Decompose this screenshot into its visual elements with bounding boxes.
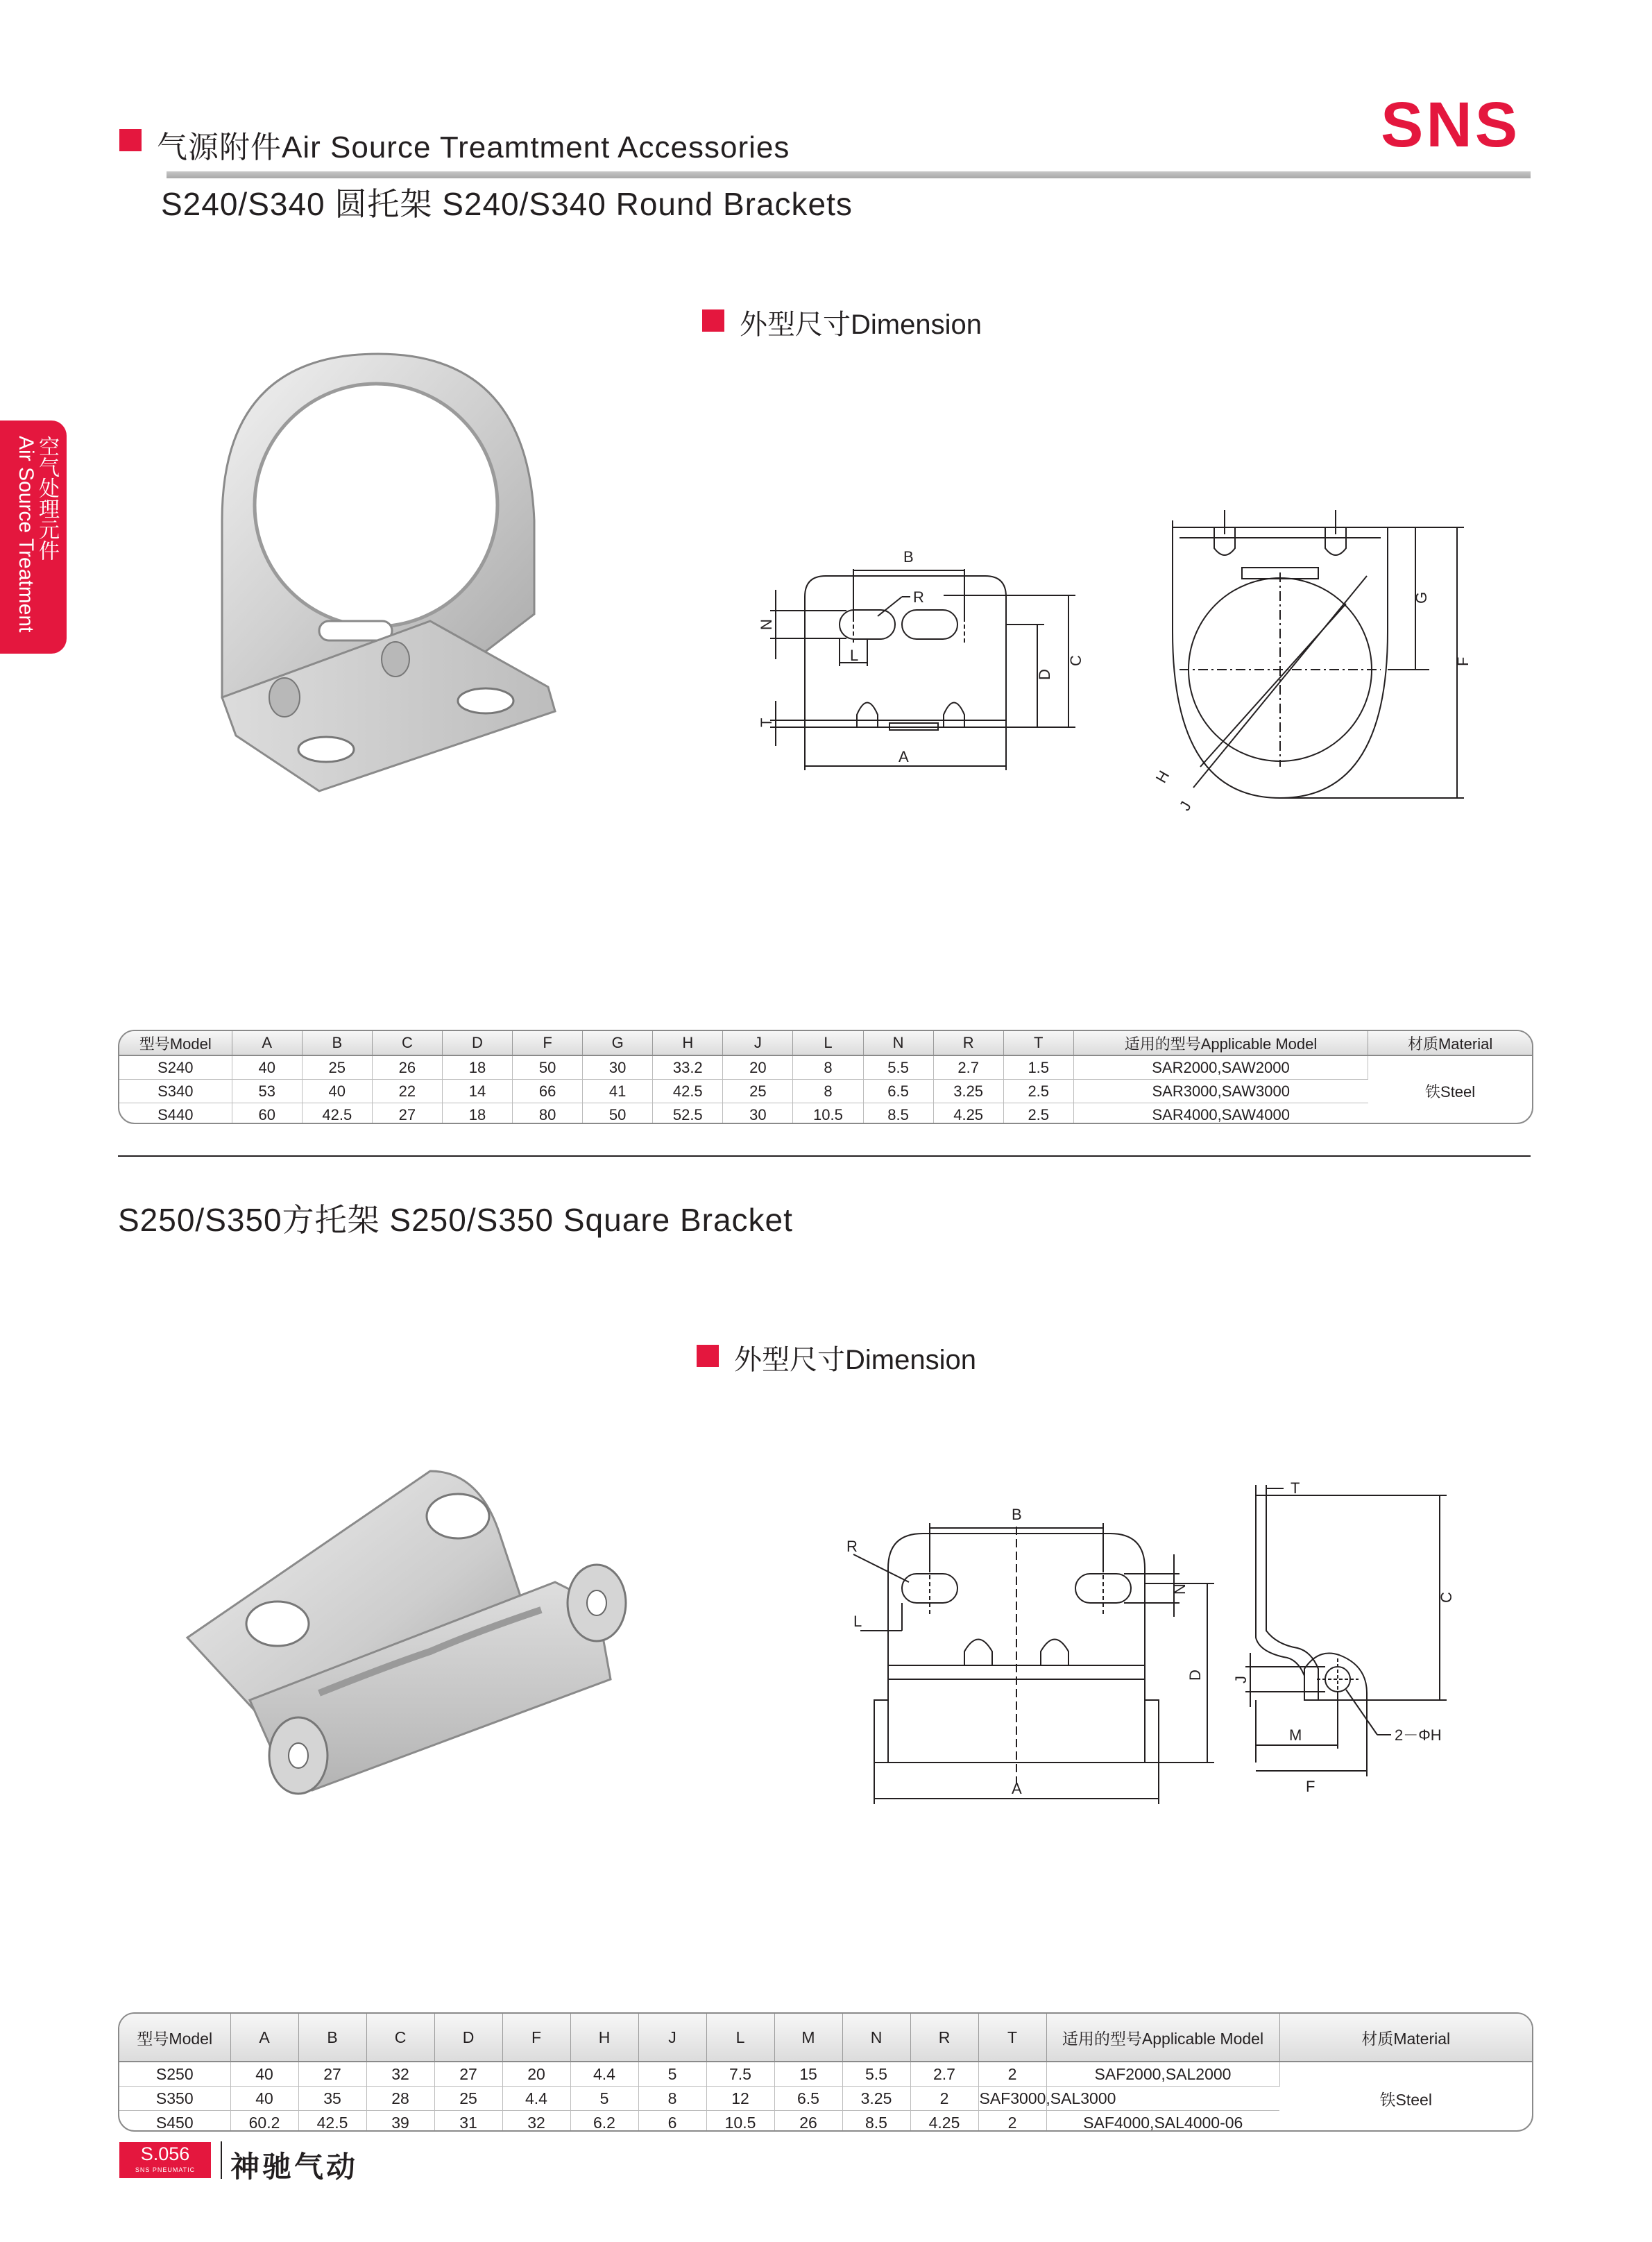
- table-cell: 8: [793, 1080, 863, 1103]
- table-cell: SAF4000,SAL4000-06: [1083, 2113, 1243, 2132]
- col-header: R: [910, 2014, 978, 2062]
- table-cell: SAF3000,SAL3000: [978, 2087, 1046, 2111]
- table-cell: 12: [706, 2087, 774, 2111]
- material-cell: 铁Steel: [1379, 2090, 1432, 2109]
- dim-label-F: F: [1454, 656, 1472, 666]
- col-header: F: [502, 2014, 570, 2062]
- table-cell: 42.5: [302, 1103, 372, 1125]
- table-header-row: [119, 2014, 1532, 2062]
- table-cell: 15: [774, 2062, 842, 2087]
- round-bracket-photo: [201, 347, 562, 798]
- table-cell: 3.25: [933, 1080, 1003, 1103]
- table-cell: 5: [570, 2087, 638, 2111]
- table-cell: 4.25: [933, 1103, 1003, 1125]
- table-cell: 25: [302, 1055, 372, 1080]
- table-cell: 80: [513, 1103, 583, 1125]
- table-row: [119, 1055, 1532, 1080]
- table-cell: 27: [298, 2062, 366, 2087]
- table-cell: 40: [232, 1055, 302, 1080]
- table-cell: 32: [502, 2111, 570, 2132]
- dim-label-A2: A: [1012, 1780, 1022, 1797]
- dim-label-L2: L: [853, 1613, 862, 1630]
- table-cell: 40: [230, 2087, 298, 2111]
- table-cell: 60: [232, 1103, 302, 1125]
- dim-label-H: H: [1152, 767, 1173, 786]
- table-cell: 10.5: [793, 1103, 863, 1125]
- col-header: 型号Model: [119, 1031, 232, 1055]
- table-cell: 40: [302, 1080, 372, 1103]
- side-tab-cn: 空气处理元件: [35, 436, 58, 561]
- col-header: D: [442, 1031, 512, 1055]
- table-cell: 26: [774, 2111, 842, 2132]
- table-cell: 2: [978, 2111, 1046, 2132]
- dim-label-N: N: [758, 619, 775, 630]
- col-header: D: [434, 2014, 502, 2062]
- table-cell: 4.4: [570, 2062, 638, 2087]
- dim-label-T2: T: [1291, 1479, 1300, 1497]
- dimension-square-icon: [697, 1345, 719, 1367]
- table-cell: 66: [513, 1080, 583, 1103]
- table-cell: 2.7: [933, 1055, 1003, 1080]
- table-cell: 2: [910, 2087, 978, 2111]
- table-cell: 33.2: [653, 1055, 723, 1080]
- square-bracket-side-view: [1228, 1471, 1478, 1832]
- table-cell: S450: [119, 2111, 230, 2132]
- col-header: R: [933, 1031, 1003, 1055]
- table-cell: 8: [638, 2087, 706, 2111]
- table-cell: 6.5: [774, 2087, 842, 2111]
- table-cell: 5.5: [863, 1055, 933, 1080]
- table-cell: 20: [723, 1055, 793, 1080]
- dim-label-N2: N: [1171, 1583, 1189, 1595]
- square-bracket-front-view: [833, 1478, 1221, 1825]
- col-header: A: [230, 2014, 298, 2062]
- table-cell: 28: [366, 2087, 434, 2111]
- table-cell: 2.5: [1003, 1080, 1073, 1103]
- col-header: B: [302, 1031, 372, 1055]
- dim-label-G: G: [1413, 591, 1430, 604]
- dim-label-M2: M: [1289, 1726, 1302, 1744]
- dim-label-T: T: [758, 717, 775, 727]
- table-row: [119, 1080, 1532, 1103]
- table-cell: 35: [298, 2087, 366, 2111]
- section1-spec-table: [118, 1030, 1533, 1124]
- table-cell: 10.5: [706, 2111, 774, 2132]
- dim-label-F2: F: [1306, 1778, 1315, 1795]
- col-header: 适用的型号Applicable Model: [1046, 2014, 1279, 2062]
- table-cell: 30: [583, 1055, 653, 1080]
- table-cell: S440: [119, 1103, 232, 1125]
- dim-label-R2: R: [846, 1538, 858, 1555]
- table-cell: 8: [793, 1055, 863, 1080]
- table-cell: 53: [232, 1080, 302, 1103]
- section2-title: S250/S350方托架 S250/S350 Square Bracket: [118, 1202, 793, 1238]
- col-header: G: [583, 1031, 653, 1055]
- brand-logo: SNS: [1381, 90, 1521, 160]
- col-header: T: [1003, 1031, 1073, 1055]
- dim-label-J: J: [1175, 798, 1195, 814]
- table-cell: 50: [513, 1055, 583, 1080]
- dim-label-J2: J: [1232, 1676, 1250, 1683]
- table-header-row: [119, 1031, 1532, 1055]
- table-cell: 52.5: [653, 1103, 723, 1125]
- table-cell: S250: [119, 2062, 230, 2087]
- table-cell: 18: [442, 1103, 512, 1125]
- table-cell: 27: [372, 1103, 442, 1125]
- table-cell: 6.5: [863, 1080, 933, 1103]
- col-header: F: [513, 1031, 583, 1055]
- table-cell: 42.5: [653, 1080, 723, 1103]
- section2-spec-table: [118, 2012, 1533, 2132]
- table-cell: 20: [502, 2062, 570, 2087]
- table-cell: SAR2000,SAW2000: [1073, 1055, 1368, 1080]
- dim-label-hole: 2－ΦH: [1395, 1726, 1442, 1744]
- header-square-icon: [119, 129, 142, 151]
- table-cell: 2.5: [1003, 1103, 1073, 1125]
- table-cell: S240: [119, 1055, 232, 1080]
- col-header: C: [366, 2014, 434, 2062]
- table-cell: SAF2000,SAL2000: [1046, 2062, 1279, 2087]
- table-cell: S340: [119, 1080, 232, 1103]
- col-header: N: [842, 2014, 910, 2062]
- dimension-square-icon: [702, 309, 724, 332]
- col-header: M: [774, 2014, 842, 2062]
- table-cell: 6: [638, 2111, 706, 2132]
- dim-label-L: L: [850, 647, 859, 664]
- dim-label-D: D: [1036, 669, 1053, 680]
- square-bracket-photo: [180, 1457, 680, 1804]
- table-cell: 25: [723, 1080, 793, 1103]
- col-header: T: [978, 2014, 1046, 2062]
- header-rule: [167, 171, 1531, 178]
- col-header: H: [653, 1031, 723, 1055]
- round-bracket-top-view: [1138, 500, 1485, 826]
- table-cell: 4.25: [910, 2111, 978, 2132]
- table-cell: SAR3000,SAW3000: [1073, 1080, 1368, 1103]
- table-cell: 22: [372, 1080, 442, 1103]
- table-cell: 30: [723, 1103, 793, 1125]
- col-header: 材质Material: [1279, 2014, 1532, 2062]
- col-header: 材质Material: [1368, 1031, 1532, 1055]
- table-cell: 42.5: [298, 2111, 366, 2132]
- section1-dimension-heading: 外型尺寸Dimension: [740, 309, 982, 340]
- table-cell: 50: [583, 1103, 653, 1125]
- table-cell: 6.2: [570, 2111, 638, 2132]
- table-cell: 18: [442, 1055, 512, 1080]
- footer-brand: 神驰气动: [230, 2150, 359, 2183]
- table-cell: 2: [978, 2062, 1046, 2087]
- table-cell: 7.5: [706, 2062, 774, 2087]
- footer-divider: [221, 2141, 222, 2179]
- table-cell: 39: [366, 2111, 434, 2132]
- dim-label-A: A: [899, 748, 909, 765]
- table-cell: 5: [638, 2062, 706, 2087]
- table-cell: 60.2: [230, 2111, 298, 2132]
- side-category-tab: [0, 421, 67, 654]
- col-header: J: [723, 1031, 793, 1055]
- section-divider: [118, 1155, 1531, 1157]
- table-cell: S350: [119, 2087, 230, 2111]
- table-cell: 8.5: [842, 2111, 910, 2132]
- table-cell: 14: [442, 1080, 512, 1103]
- dim-label-B2: B: [1012, 1506, 1022, 1523]
- table-cell: 26: [372, 1055, 442, 1080]
- table-cell: SAR4000,SAW4000: [1152, 1105, 1290, 1123]
- table-row: [119, 2062, 1532, 2087]
- table-cell: 40: [230, 2062, 298, 2087]
- material-cell: 铁Steel: [1425, 1083, 1476, 1101]
- side-tab-en: Air Source Treatment: [15, 436, 37, 633]
- table-cell: 5.5: [842, 2062, 910, 2087]
- col-header: C: [372, 1031, 442, 1055]
- table-cell: 8.5: [863, 1103, 933, 1125]
- header-category: 气源附件Air Source Treamtment Accessories: [157, 130, 790, 164]
- col-header: J: [638, 2014, 706, 2062]
- dim-label-D2: D: [1186, 1670, 1204, 1681]
- table-cell: 27: [434, 2062, 502, 2087]
- page-number-sub: SNS PNEUMATIC: [135, 2166, 196, 2173]
- col-header: B: [298, 2014, 366, 2062]
- dim-label-C: C: [1067, 655, 1084, 666]
- section1-title: S240/S340 圆托架 S240/S340 Round Brackets: [161, 186, 853, 222]
- table-cell: 3.25: [842, 2087, 910, 2111]
- table-cell: 4.4: [502, 2087, 570, 2111]
- col-header: L: [706, 2014, 774, 2062]
- table-row: [119, 1103, 1532, 1125]
- table-cell: 32: [366, 2062, 434, 2087]
- table-cell: 41: [583, 1080, 653, 1103]
- dim-label-C2: C: [1438, 1592, 1455, 1603]
- section2-dimension-heading: 外型尺寸Dimension: [734, 1345, 976, 1375]
- table-cell: 2.7: [910, 2062, 978, 2087]
- col-header: H: [570, 2014, 638, 2062]
- col-header: L: [793, 1031, 863, 1055]
- dim-label-R: R: [913, 588, 924, 606]
- col-header: 适用的型号Applicable Model: [1073, 1031, 1368, 1055]
- dim-label-B: B: [903, 548, 914, 566]
- table-cell: 1.5: [1003, 1055, 1073, 1080]
- table-cell: 25: [434, 2087, 502, 2111]
- page-number-badge: [119, 2142, 211, 2178]
- col-header: 型号Model: [119, 2014, 230, 2062]
- table-cell: 31: [434, 2111, 502, 2132]
- col-header: N: [863, 1031, 933, 1055]
- round-bracket-front-view: [756, 541, 1089, 777]
- page-number: S.056: [140, 2143, 190, 2164]
- col-header: A: [232, 1031, 302, 1055]
